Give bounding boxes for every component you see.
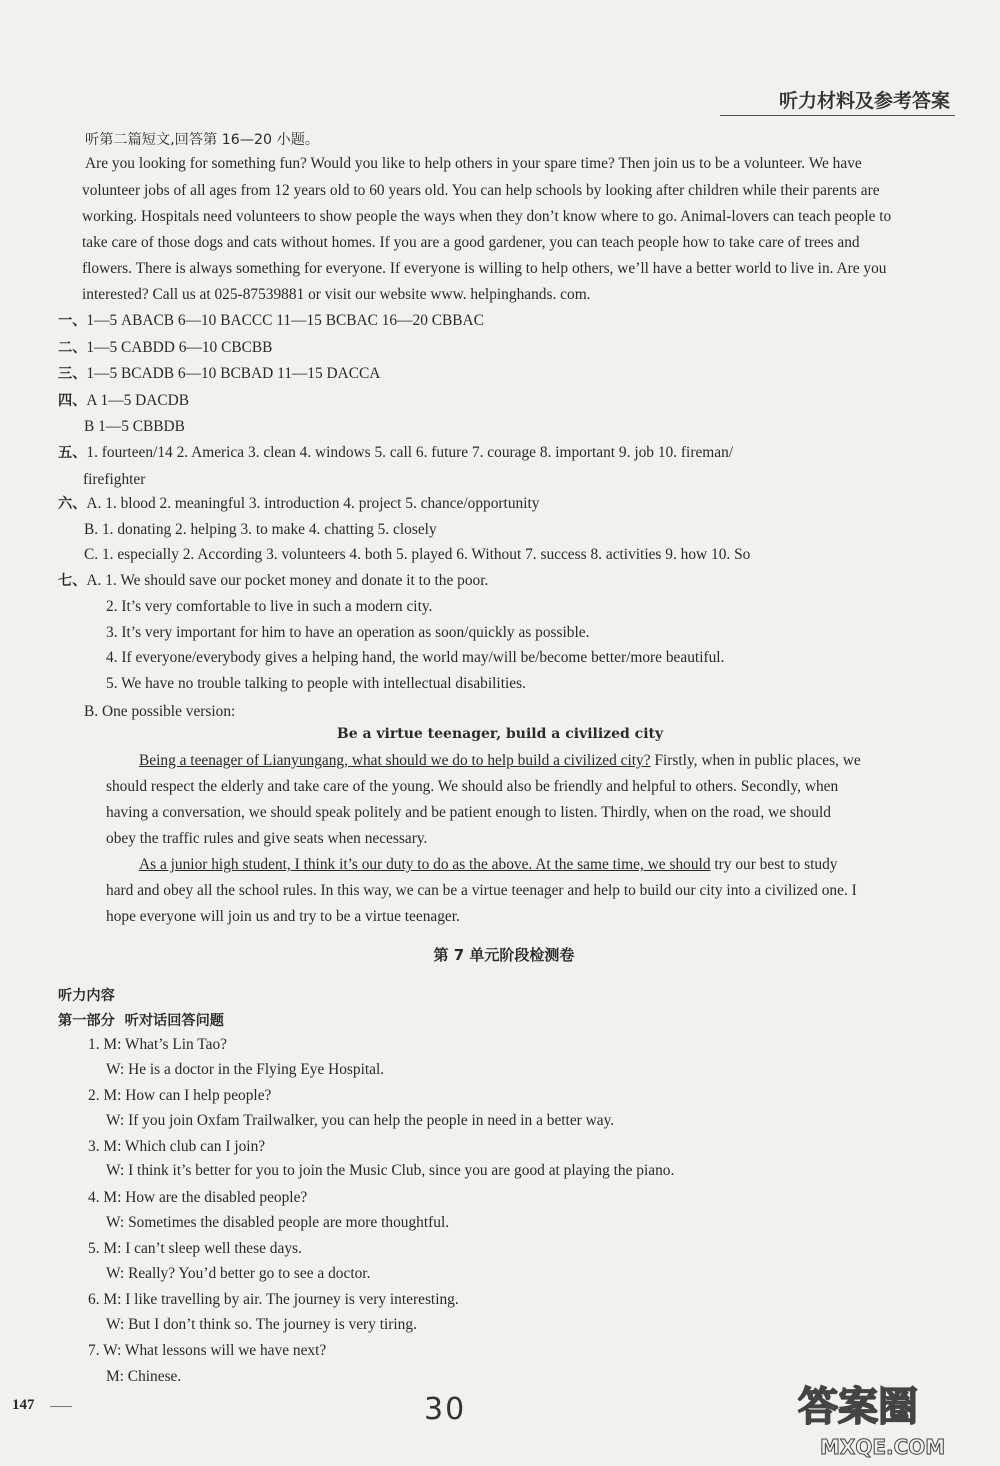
page-number: 147 [12,1397,35,1413]
passage-line-1: Are you looking for something fun? Would you like to help others in your spare time? Then join us to be a volunteer. We have [85,155,862,172]
passage-line-5: flowers. There is always something for everyone. If everyone is willing to help others, we’ll have a better world to live in. Are you [82,260,887,277]
answer-section-2 [58,338,272,358]
essay-p2-line-2: hard and obey all the school rules. In this way, we can be a virtue teenager and help to build our city into a civilized one. I [106,882,857,899]
dialogue-6-q: 6. M: I like travelling by air. The journey is very interesting. [88,1291,459,1308]
answer-section-4b: B 1—5 CBBDB [84,418,185,435]
part1-title: 听对话回答问题 [124,1013,224,1029]
part1-number: 第一部分 [58,1013,115,1029]
passage-line-2: volunteer jobs of all ages from 12 years old to 60 years old. You can help schools by looking after children while their parents are [82,182,880,199]
essay-p1-first [139,751,861,771]
answer-section-7a-3: 3. It’s very important for him to have an operation as soon/quickly as possible. [106,624,590,641]
answer-section-7a-4: 4. If everyone/everybody gives a helping hand, the world may/will be/become better/more beautiful. [106,649,725,666]
dialogue-5-q: 5. M: I can’t sleep well these days. [88,1240,302,1257]
dialogue-3-q: 3. M: Which club can I join? [88,1138,266,1155]
answer-section-7b: B. One possible version: [84,703,236,720]
answer-section-7a-2: 2. It’s very comfortable to live in such a modern city. [106,598,433,615]
answer-text: A. 1. We should save our pocket money and donate it to the poor. [86,572,489,589]
dialogue-2-q: 2. M: How can I help people? [88,1087,272,1104]
answer-section-3 [58,364,380,384]
answer-section-1 [58,311,484,331]
unit7-title: 第 7 单元阶段检测卷 [433,946,575,964]
essay-p1-line-4: obey the traffic rules and give seats when necessary. [106,830,428,847]
answer-section-5b: firefighter [83,471,146,488]
svg-text:MXQE.COM: MXQE.COM [820,1435,946,1459]
answer-label: 三、 [58,366,87,382]
answer-section-6c: C. 1. especially 2. According 3. volunteers 4. both 5. played 6. Without 7. success 8. activities 9. how 10. So [84,546,751,563]
part1-heading [58,1011,224,1031]
dialogue-7-a: M: Chinese. [106,1368,182,1385]
answer-text: 1—5 BCADB 6—10 BCBAD 11—15 DACCA [86,365,381,382]
answer-text: A 1—5 DACDB [86,392,190,409]
dialogue-1-a: W: He is a doctor in the Flying Eye Hospital. [106,1061,385,1078]
dialogue-3-a: W: I think it’s better for you to join the Music Club, since you are good at playing the piano. [106,1162,675,1179]
dialogue-7-q: 7. W: What lessons will we have next? [88,1342,327,1359]
dialogue-6-a: W: But I don’t think so. The journey is very tiring. [106,1316,417,1333]
essay-p1-line-2: should respect the elderly and take care of the young. We should also be friendly and helpful to others. Secondly, when [106,778,839,795]
answer-label: 七、 [58,573,87,589]
essay-p2-line-3: hope everyone will join us and try to be a virtue teenager. [106,908,460,925]
answer-text: 1—5 ABACB 6—10 BACCC 11—15 BCBAC 16—20 CBBAC [86,312,484,329]
answer-label: 六、 [58,496,87,512]
answer-section-7a-5: 5. We have no trouble talking to people with intellectual disabilities. [106,675,526,692]
essay-p1-rest: Firstly, when in public places, we [650,752,861,769]
svg-text:答案圈: 答案圈 [798,1384,918,1430]
answer-text: 1—5 CABDD 6—10 CBCBB [86,339,273,356]
answer-section-4a [58,391,189,411]
answer-text: 1. fourteen/14 2. America 3. clean 4. windows 5. call 6. future 7. courage 8. important 9. job 10. fireman/ [86,444,734,461]
dialogue-4-a: W: Sometimes the disabled people are more thoughtful. [106,1214,450,1231]
passage-line-4: take care of those dogs and cats without homes. If you are a good gardener, you can teach people how to take care of trees and [82,234,860,251]
answer-label: 一、 [58,313,87,329]
answer-section-6a [58,494,539,514]
answer-label: 二、 [58,340,87,356]
passage-line-6: interested? Call us at 025-87539881 or visit our website www. helpinghands. com. [82,286,591,303]
essay-p2-underlined: As a junior high student, I think it’s our duty to do as the above. At the same time, we should [139,856,711,873]
header-title: 听力材料及参考答案 [778,90,950,112]
dialogue-4-q: 4. M: How are the disabled people? [88,1189,308,1206]
page-number-rule [50,1406,72,1407]
dialogue-2-a: W: If you join Oxfam Trailwalker, you can help the people in need in a better way. [106,1112,615,1129]
answer-label: 四、 [58,393,87,409]
essay-p1-line-3: having a conversation, we should speak politely and be patient enough to listen. Thirdly, when on the road, we should [106,804,831,821]
handwritten-note: 30 [424,1392,467,1427]
answer-section-7a-1 [58,571,488,591]
answer-text: A. 1. blood 2. meaningful 3. introduction 4. project 5. chance/opportunity [86,495,540,512]
watermark-logo [790,1372,990,1462]
essay-p2-rest: try our best to study [710,856,838,873]
header-rule [720,115,955,116]
dialogue-5-a: W: Really? You’d better go to see a doctor. [106,1265,371,1282]
essay-p2-first [139,855,838,875]
essay-p1-underlined: Being a teenager of Lianyungang, what should we do to help build a civilized city? [139,752,651,769]
answer-section-5a [58,443,733,463]
passage-intro: 听第二篇短文,回答第 16—20 小题。 [85,132,320,148]
essay-title: Be a virtue teenager, build a civilized city [336,726,664,742]
listening-label: 听力内容 [58,988,115,1004]
answer-label: 五、 [58,445,87,461]
passage-line-3: working. Hospitals need volunteers to show people the ways when they don’t know where to go. Animal-lovers can teach people to [82,208,892,225]
dialogue-1-q: 1. M: What’s Lin Tao? [88,1036,227,1053]
answer-section-6b: B. 1. donating 2. helping 3. to make 4. chatting 5. closely [84,521,437,538]
